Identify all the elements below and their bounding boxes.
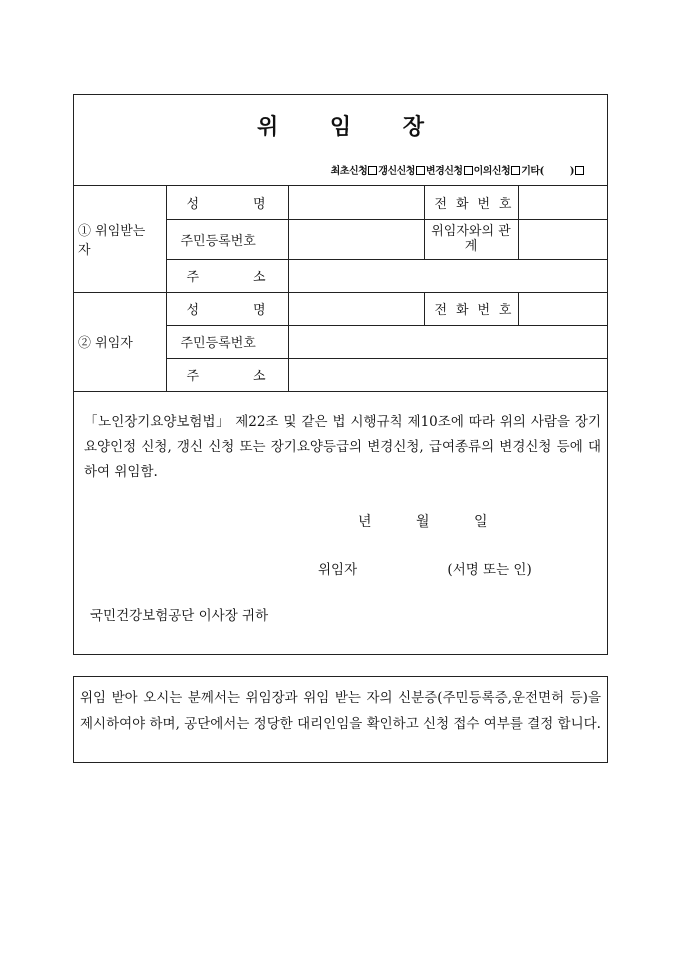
power-of-attorney-form bbox=[73, 94, 608, 655]
option-change-label: 변경신청 bbox=[425, 166, 463, 177]
addressee: 국민건강보험공단 이사장 귀하 bbox=[90, 607, 269, 624]
request-type-options: 최초신청 갱신신청 변경신청 이의신청 기타( ) bbox=[331, 162, 585, 177]
notice-box: 위임 받아 오시는 분께서는 위임장과 위임 받는 자의 신분증(주민등록증,운전면허 등)을 제시하여야 하며, 공단에서는 정당한 대리인임을 확인하고 신청 접수 여부를 결정 합니다. bbox=[73, 676, 608, 763]
delegator-phone-field[interactable] bbox=[518, 292, 607, 325]
signer-label: 위임자 bbox=[318, 561, 358, 578]
delegation-statement: 「노인장기요양보험법」 제22조 및 같은 법 시행규칙 제10조에 따라 위의 사람을 장기요양인정 신청, 갱신 신청 또는 장기요양등급의 변경신청, 급여종류의 변경신청 등에 대하여 위임함. bbox=[84, 413, 601, 480]
delegate-name-field[interactable] bbox=[288, 186, 424, 219]
delegate-rrn-field[interactable] bbox=[288, 219, 424, 259]
option-other-label: 기타 bbox=[521, 166, 540, 177]
option-renewal-checkbox[interactable] bbox=[416, 166, 425, 175]
date-line[interactable]: 년 월 일 bbox=[358, 513, 488, 530]
option-renewal-label: 갱신신청 bbox=[378, 166, 415, 177]
delegator-phone-label: 전 화 번 호 bbox=[424, 292, 518, 325]
option-other-checkbox[interactable] bbox=[575, 166, 584, 175]
form-title: 위 임 장 bbox=[256, 114, 447, 140]
delegation-statement-section bbox=[74, 392, 607, 654]
option-change-checkbox[interactable] bbox=[464, 166, 473, 175]
signature-line bbox=[318, 558, 532, 583]
signature-hint[interactable]: (서명 또는 인) bbox=[447, 561, 532, 578]
delegator-name-field[interactable] bbox=[288, 292, 424, 325]
delegate-phone-field[interactable] bbox=[518, 186, 607, 219]
delegator-rrn-field[interactable] bbox=[288, 325, 607, 358]
option-initial-label: 최초신청 bbox=[330, 166, 368, 177]
party-info-table bbox=[74, 186, 607, 392]
delegate-address-field[interactable] bbox=[288, 259, 607, 292]
delegate-phone-label: 전 화 번 호 bbox=[424, 186, 518, 219]
delegate-address-label: 주 소 bbox=[166, 259, 288, 292]
delegate-relationship-field[interactable] bbox=[518, 219, 607, 259]
delegator-group-label: ② 위임자 bbox=[74, 292, 166, 391]
delegate-relationship-label: 위임자와의 관계 bbox=[424, 219, 518, 259]
delegator-address-field[interactable] bbox=[288, 358, 607, 391]
delegator-address-label: 주 소 bbox=[166, 358, 288, 391]
delegator-name-label: 성 명 bbox=[166, 292, 288, 325]
form-header bbox=[74, 95, 607, 186]
option-objection-label: 이의신청 bbox=[473, 166, 511, 177]
delegate-group-label: ① 위임받는 자 bbox=[74, 186, 166, 292]
option-initial-checkbox[interactable] bbox=[368, 166, 377, 175]
delegate-name-label: 성 명 bbox=[166, 186, 288, 219]
option-objection-checkbox[interactable] bbox=[511, 166, 520, 175]
delegator-rrn-label: 주민등록번호 bbox=[166, 325, 288, 358]
delegate-rrn-label: 주민등록번호 bbox=[166, 219, 288, 259]
